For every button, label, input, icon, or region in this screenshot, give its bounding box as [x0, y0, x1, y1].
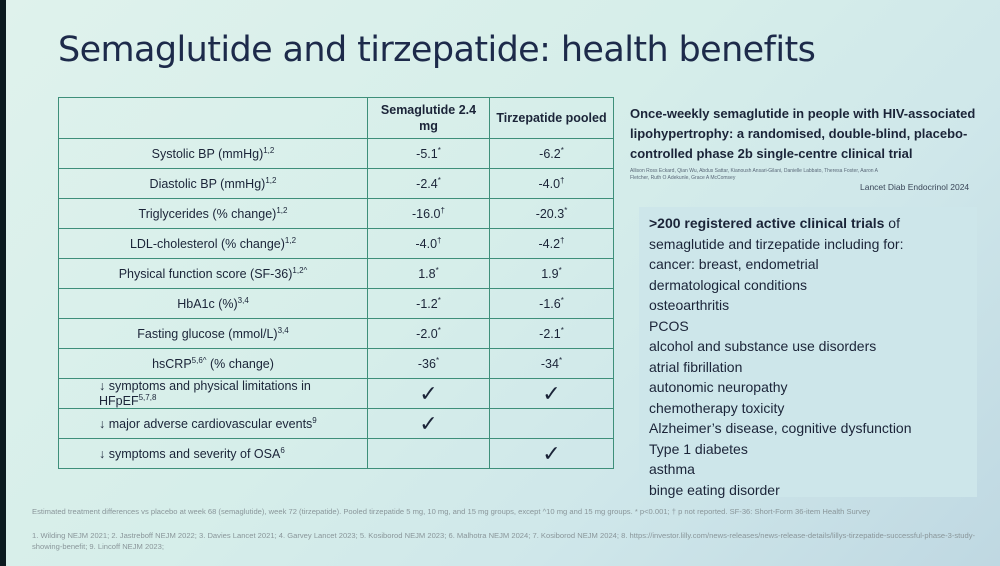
- row-label: [59, 199, 368, 229]
- benefits-table: [58, 97, 614, 469]
- semaglutide-value-text: -4.0: [415, 237, 438, 252]
- check-icon: ✓: [542, 380, 561, 406]
- row-label: [59, 229, 368, 259]
- tirzepatide-value: [490, 229, 614, 259]
- row-label-text: ↓ major adverse cardiovascular events: [99, 417, 313, 432]
- semaglutide-value-text: -5.1: [416, 147, 438, 162]
- trial-item: asthma: [649, 461, 695, 477]
- trials-intro-rest: of semaglutide and tirzepatide including for:: [649, 215, 904, 252]
- row-label-text: Fasting glucose (mmol/L): [137, 327, 278, 342]
- trial-item: Type 1 diabetes: [649, 440, 748, 457]
- trial-item: binge eating disorder: [649, 481, 780, 498]
- row-label-text: Triglycerides (% change): [138, 207, 277, 222]
- semaglutide-significance: *: [437, 145, 441, 155]
- semaglutide-value: [368, 319, 490, 349]
- footnote-references: 1. Wilding NEJM 2021; 2. Jastreboff NEJM 2022; 3. Davies Lancet 2021; 4. Garvey Lancet 2023; 5. Kosiborod NEJM 2023; 6. Malhotra NEJM 2024; 7. Kosiborod NEJM 2024; 8. https://investor.lilly.com/news-releases/news-release-details/lillys-tirzepatide-successful-phase-3-study-showing-benefit; 9. Lincoff NEJM 2023;: [32, 531, 976, 551]
- row-label: [59, 289, 368, 319]
- semaglutide-significance: *: [435, 355, 440, 365]
- tirzepatide-significance: *: [558, 355, 563, 365]
- trials-intro: [649, 213, 969, 254]
- tirzepatide-significance: *: [564, 205, 568, 215]
- semaglutide-value-text: -2.0: [416, 327, 438, 342]
- semaglutide-value-text: -36: [417, 357, 436, 372]
- semaglutide-value-text: -1.2: [416, 297, 438, 312]
- row-label-ref: 5,6^: [191, 355, 207, 365]
- table-header-row: [59, 98, 614, 139]
- row-label-text: Diastolic BP (mmHg): [149, 177, 266, 192]
- table-row: [59, 349, 614, 379]
- tirzepatide-significance: *: [560, 145, 564, 155]
- table-row: [59, 319, 614, 349]
- tirzepatide-value-text: -6.2: [539, 147, 561, 162]
- header-blank: [59, 98, 368, 139]
- row-label: [59, 169, 368, 199]
- row-label-ref: 3,4: [237, 295, 249, 305]
- semaglutide-value: [368, 289, 490, 319]
- tirzepatide-significance: †: [560, 175, 565, 185]
- trial-item: cancer: breast, endometrial: [649, 256, 819, 272]
- slide-title: Semaglutide and tirzepatide: health benefits: [58, 30, 816, 70]
- table-row: [59, 139, 614, 169]
- trial-item: alcohol and substance use disorders: [649, 338, 877, 354]
- row-label-ref: 1,2^: [292, 265, 308, 275]
- paper-journal: Lancet Diab Endocrinol 2024: [860, 182, 970, 192]
- row-label: [59, 349, 368, 379]
- semaglutide-significance: *: [437, 325, 441, 335]
- semaglutide-check: [368, 439, 490, 469]
- row-label-ref: 1,2: [265, 175, 277, 185]
- row-label: [59, 439, 368, 469]
- tirzepatide-value: [490, 349, 614, 379]
- row-label-text: HbA1c (%): [177, 297, 238, 312]
- semaglutide-significance: †: [437, 235, 442, 245]
- semaglutide-value: [368, 139, 490, 169]
- tirzepatide-value: [490, 259, 614, 289]
- table-row: [59, 289, 614, 319]
- semaglutide-value: [368, 199, 490, 229]
- tirzepatide-value: [490, 199, 614, 229]
- header-semaglutide: Semaglutide 2.4 mg: [368, 98, 490, 139]
- semaglutide-value-text: -2.4: [416, 177, 438, 192]
- table-row: [59, 439, 614, 469]
- trial-item: PCOS: [649, 317, 689, 334]
- tirzepatide-value-text: -1.6: [539, 297, 561, 312]
- row-label-ref: 1,2: [284, 235, 297, 245]
- row-label: [59, 409, 368, 439]
- paper-authors: Allison Ross Eckard, Qian Wu, Abdus Sattar, Kianoush Ansari-Gilani, Danielle Labbato, Theresa Foster, Aaron A Fletcher, Ruth O Adekunle, Grace A McComsey: [630, 168, 878, 181]
- row-label-text: hsCRP: [152, 357, 192, 372]
- tirzepatide-check: [490, 439, 614, 469]
- semaglutide-significance: *: [437, 295, 441, 305]
- tirzepatide-significance: *: [560, 325, 564, 335]
- tirzepatide-value: [490, 289, 614, 319]
- semaglutide-value: [368, 169, 490, 199]
- trial-item: dermatological conditions: [649, 276, 807, 293]
- semaglutide-value: [368, 229, 490, 259]
- table-row: [59, 229, 614, 259]
- trial-list: [649, 254, 912, 500]
- row-label-ref: 6: [280, 446, 285, 456]
- semaglutide-value: [368, 259, 490, 289]
- table-row: [59, 409, 614, 439]
- tirzepatide-significance: *: [558, 265, 562, 275]
- tirzepatide-value: [490, 169, 614, 199]
- tirzepatide-value: [490, 319, 614, 349]
- row-label-text: Systolic BP (mmHg): [151, 147, 264, 162]
- row-label: [59, 139, 368, 169]
- row-label: [59, 379, 368, 409]
- semaglutide-check: [368, 409, 490, 439]
- semaglutide-check: [368, 379, 490, 409]
- tirzepatide-value-text: 1.9: [541, 267, 559, 282]
- slide: [6, 0, 1000, 566]
- row-label-ref: 1,2: [263, 145, 275, 155]
- tirzepatide-value-text: -4.0: [538, 177, 561, 192]
- tirzepatide-check: [490, 379, 614, 409]
- tirzepatide-value-text: -4.2: [538, 237, 561, 252]
- trials-intro-bold: >200 registered active clinical trials: [649, 215, 885, 231]
- semaglutide-significance: *: [437, 175, 441, 185]
- footnote-definitions: Estimated treatment differences vs placebo at week 68 (semaglutide), week 72 (tirzepatide). Pooled tirzepatide 5 mg, 10 mg, and 15 mg groups, except ^10 mg and 15 mg groups. * p<0.001; † p not reported. SF-36: Short-Form 36-item Health Survey: [32, 507, 871, 516]
- row-label-ref: 5,7,8: [138, 393, 157, 402]
- tirzepatide-significance: †: [560, 235, 565, 245]
- trial-item: Alzheimer’s disease, cognitive dysfunction: [649, 420, 912, 436]
- tirzepatide-value: [490, 139, 614, 169]
- semaglutide-significance: †: [440, 205, 445, 215]
- row-label-text: ↓ symptoms and severity of OSA: [99, 447, 281, 462]
- semaglutide-significance: *: [435, 265, 439, 275]
- semaglutide-value-text: 1.8: [418, 267, 436, 282]
- paper-title: Once-weekly semaglutide in people with HIV-associated lipohypertrophy: a randomised, double-blind, placebo-controlled phase 2b single-centre clinical trial: [630, 106, 976, 161]
- tirzepatide-value-text: -2.1: [539, 327, 561, 342]
- table-row: [59, 259, 614, 289]
- trial-item: atrial fibrillation: [649, 358, 743, 375]
- trial-item: chemotherapy toxicity: [649, 399, 785, 416]
- semaglutide-value-text: -16.0: [412, 207, 441, 222]
- trial-item: osteoarthritis: [649, 297, 730, 313]
- semaglutide-value: [368, 349, 490, 379]
- row-label-text: LDL-cholesterol (% change): [129, 237, 285, 252]
- row-label-text: ↓ symptoms and physical limitations in HFpEF: [99, 379, 311, 409]
- trial-item: autonomic neuropathy: [649, 379, 788, 395]
- row-label-ref: 9: [312, 416, 317, 426]
- check-icon: ✓: [419, 380, 438, 406]
- row-label-suffix: (% change): [206, 357, 274, 372]
- check-icon: ✓: [419, 410, 438, 436]
- trials-box: [639, 207, 977, 497]
- table-row: [59, 169, 614, 199]
- check-icon: ✓: [542, 440, 561, 466]
- tirzepatide-value-text: -34: [540, 357, 559, 372]
- header-tirzepatide: Tirzepatide pooled: [490, 98, 614, 139]
- table-row: [59, 379, 614, 409]
- row-label-text: Physical function score (SF-36): [118, 267, 293, 282]
- row-label: [59, 259, 368, 289]
- tirzepatide-check: [490, 409, 614, 439]
- row-label-ref: 1,2: [276, 205, 288, 215]
- table-row: [59, 199, 614, 229]
- tirzepatide-significance: *: [560, 295, 564, 305]
- row-label: [59, 319, 368, 349]
- tirzepatide-value-text: -20.3: [535, 207, 565, 222]
- row-label-ref: 3,4: [277, 325, 289, 335]
